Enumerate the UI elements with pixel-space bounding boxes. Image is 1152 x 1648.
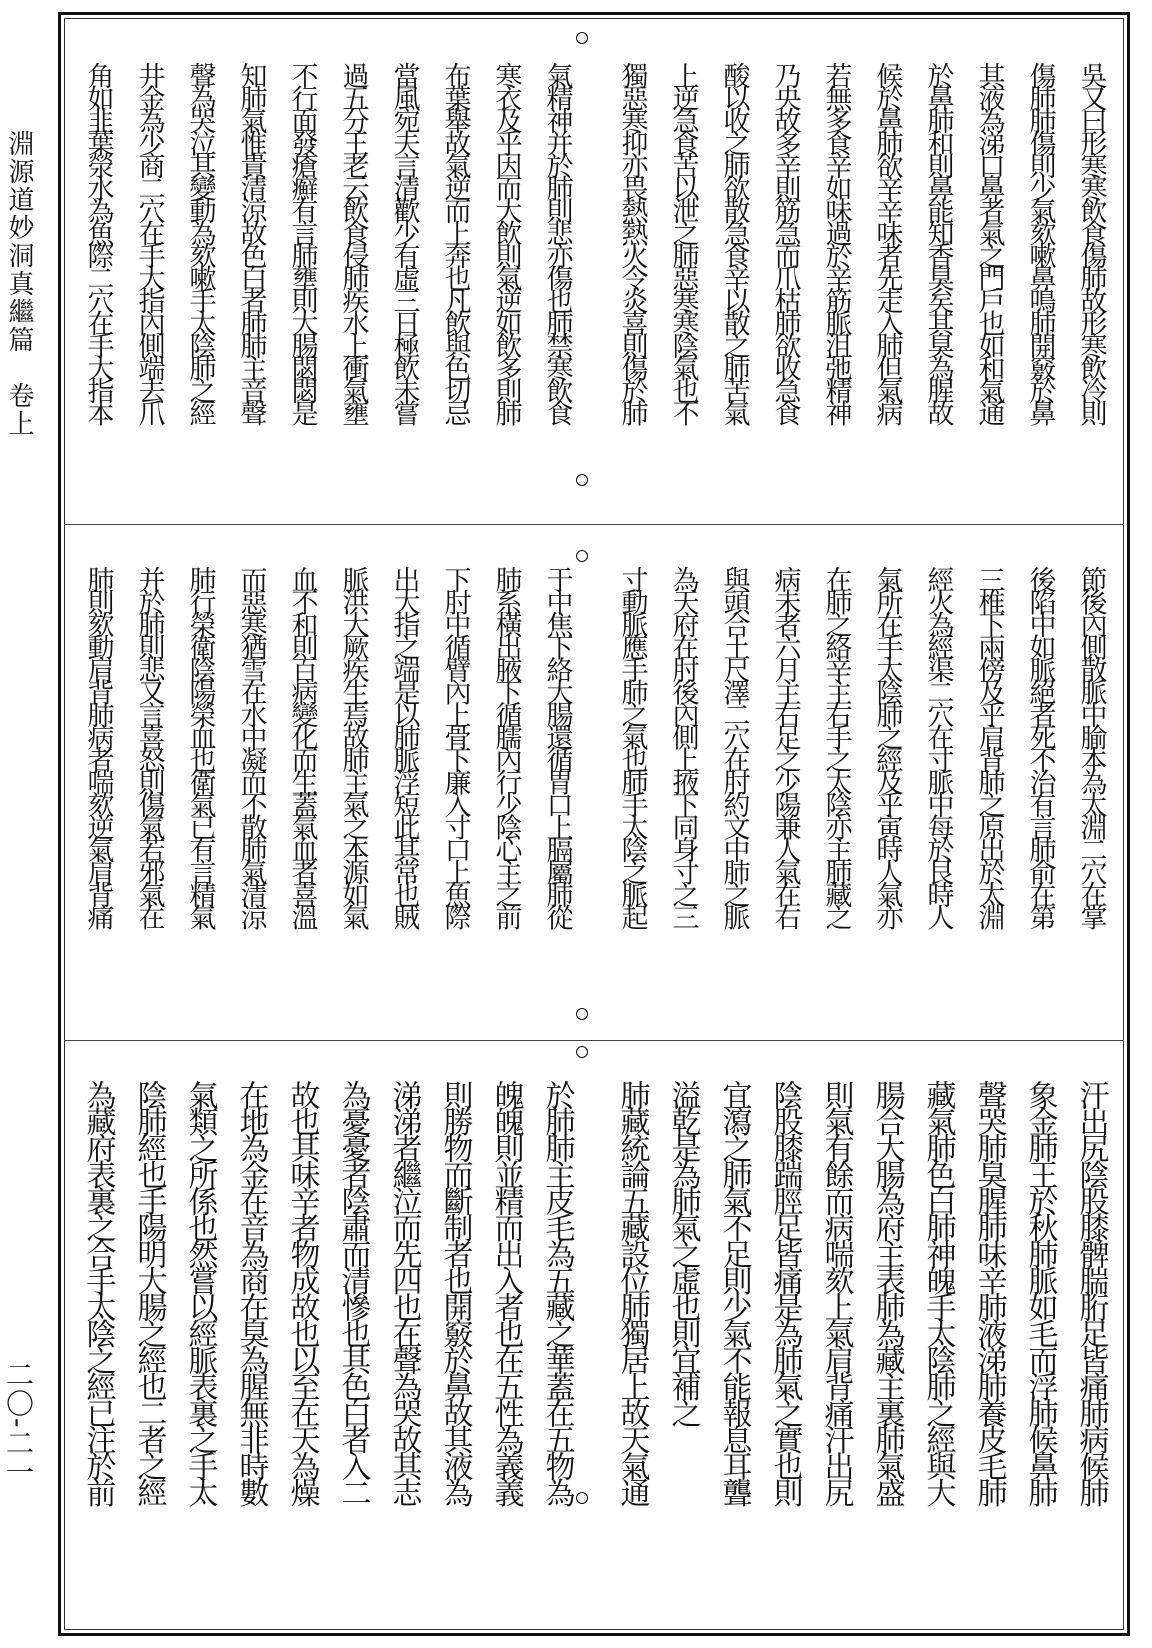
text-column: 井金為少商二穴在手大指內側端去爪: [133, 62, 165, 422]
text-column: 宜瀉之肺氣不足則少氣不能報息耳聾: [716, 1080, 752, 1504]
text-column: 傷肺肺傷則少氣欬嗽鼻鳴肺開竅於鼻: [1024, 62, 1056, 422]
text-panel-1: [72, 22, 1116, 522]
text-column: 寒衣及乎因而大飲則氣逆如飲多則肺: [490, 62, 522, 422]
text-column: 陰肺經也手陽明大腸之經也二者之經: [131, 1080, 167, 1504]
text-column: 節後內側散脈中腧本為太淵二穴在掌: [1075, 566, 1107, 926]
text-column: 於肺肺主皮毛為五藏之華蓋在五物為: [539, 1080, 575, 1504]
text-column: 故也其味辛者物成故也以至在天為燥: [284, 1080, 320, 1504]
text-panel-2: [72, 526, 1116, 1026]
text-column: 吳又曰形寒寒飲食傷肺故形寒飲冷則: [1075, 62, 1107, 422]
text-column: 其液為涕口鼻者氣之門戶也如和氣通: [973, 62, 1005, 422]
text-column: 氣類之所係也然嘗以經脈表裏之手太: [182, 1080, 218, 1504]
panel-marker-circle: [576, 550, 588, 562]
text-column: 氣精神并於肺則悲亦傷也肺禁寒飲食: [541, 62, 573, 422]
text-column: 汗出尻陰股膝髀腨胻足皆痛肺病候肺: [1073, 1080, 1109, 1504]
text-column: 寸動脈應手肺之氣也肺手太陰之脈起: [616, 566, 648, 926]
text-column: 為天府在肘後內側上掖下同身寸之三: [667, 566, 699, 926]
text-panel-3: [72, 1042, 1116, 1630]
text-column: 血不和則百病變化而生蓋氣血者喜溫: [286, 566, 318, 926]
text-column: 布葉舉故氣逆而上奔也凡飲與色切忌: [439, 62, 471, 422]
panel-marker-circle: [576, 1008, 588, 1020]
text-column: 肺系橫出腋下循臑內行少陰心主之前: [490, 566, 522, 926]
text-column: 過五分王老云飲食侵肺疾水上衝氣壅: [337, 62, 369, 422]
text-column: 為藏府表裏之合手太陰之經已注於前: [80, 1080, 116, 1504]
text-column: 酸以收之肺欲散急食辛以散之肺苦氣: [718, 62, 750, 422]
text-column: 不行面發瘡癬有言肺壅則大腸閟閟是: [286, 62, 318, 422]
text-column: 則勝物而斷制者也開竅於鼻故其液為: [437, 1080, 473, 1504]
text-column: 獨惡寒抑亦畏熱熱火令炎喜則傷於肺: [616, 62, 648, 422]
text-column: 若無多食辛如味過於辛筋脈沮弛精神: [820, 62, 852, 422]
text-column: 氣所在手太陰肺之經及乎寅時人氣亦: [871, 566, 903, 926]
text-column: 聲為哭泣其變動為欬嗽手太陰肺之經: [184, 62, 216, 422]
book-title: 淵源道妙洞真繼篇 卷上: [4, 130, 34, 438]
text-column: 則氣有餘而病喘欬上氣肩背痛汗出尻: [818, 1080, 854, 1504]
text-column: 于中焦下絡大腸還循胃口上膈屬肺從: [541, 566, 573, 926]
text-column: 乃央故多辛則筋急而爪枯肺欲收急食: [769, 62, 801, 422]
text-column: 上逆急食苦以泄之肺惡寒寒陰氣也不: [667, 62, 699, 422]
text-column: 經火為經渠二穴在寸脈中每於艮時人: [922, 566, 954, 926]
panel-marker-circle: [576, 1492, 588, 1504]
text-column: 而惡寒猶雪在水中凝而不散肺氣清涼: [235, 566, 267, 926]
text-column: 陰股膝踹脛足皆痛是為肺氣之實也則: [767, 1080, 803, 1504]
text-column: 角如韭葉滎水為魚際二穴在手大指本: [82, 62, 114, 422]
panel-marker-circle: [576, 1046, 588, 1058]
panel-marker-circle: [576, 474, 588, 486]
text-column: 聲哭肺臭腥肺味辛肺液涕肺養皮毛肺: [971, 1080, 1007, 1504]
panel-divider: [64, 524, 1124, 525]
text-column: 出大指之端是以肺脈浮短此其常也賊: [388, 566, 420, 926]
page-number: 二〇-二一: [2, 1360, 35, 1487]
panel-marker-circle: [576, 32, 588, 44]
text-column: 三椎下兩傍及乎肩背肺之原出於太淵: [973, 566, 1005, 926]
panel-divider: [64, 1040, 1124, 1041]
text-column: 肺藏統論五藏設位肺獨居上故天氣通: [614, 1080, 650, 1504]
text-column: 腸合大腸為府主表肺為藏主裏肺氣盛: [869, 1080, 905, 1504]
text-column: 肺則欬動肩背肺病者喘欬逆氣肩背痛: [82, 566, 114, 926]
text-column: 於鼻肺和則鼻能知香臭矣其臭為腥故: [922, 62, 954, 422]
text-column: 知肺氣惟貴清涼故色白者肺肺主音聲: [235, 62, 267, 422]
text-column: 涕涕者繼泣而先四也在聲為哭故其志: [386, 1080, 422, 1504]
text-column: 魄魄則並精而出入者也在五性為義義: [488, 1080, 524, 1504]
text-column: 候於鼻肺欲辛辛味者先走入肺但氣病: [871, 62, 903, 422]
text-column: 在地為金在音為商在臭為腥無非時數: [233, 1080, 269, 1504]
text-column: 當風宛夫言清歡少有虛三日極飲未嘗: [388, 62, 420, 422]
text-column: 在肺之絡辛主右手之太陰亦主肺藏之: [820, 566, 852, 926]
text-column: 後陷中如脈絕者死不治有言肺俞在第: [1024, 566, 1056, 926]
text-column: 象金肺王於秋肺脈如毛而浮肺候鼻肺: [1022, 1080, 1058, 1504]
text-column: 脈洪大厥疾生焉故肺主氣之本源如氣: [337, 566, 369, 926]
text-column: 藏氣肺色白肺神魄手太陰肺之經與大: [920, 1080, 956, 1504]
text-column: 肺行榮衛陰陽榮血也衛氣已有言精氣: [184, 566, 216, 926]
text-column: 并於肺則悲又言喜怒則傷氣若邪氣在: [133, 566, 165, 926]
text-column: 病未者六月主右足之少陽兼人氣在右: [769, 566, 801, 926]
text-column: 溢乾是為肺氣之虛也則宜補之: [665, 1080, 701, 1425]
text-column: 與頭合土尺澤二穴在肘約文中肺之脈: [718, 566, 750, 926]
text-column: 為憂憂者陰肅而清慘也其色白者入二: [335, 1080, 371, 1504]
text-column: 下肘中循臂內上骨下廉入寸口上魚際: [439, 566, 471, 926]
